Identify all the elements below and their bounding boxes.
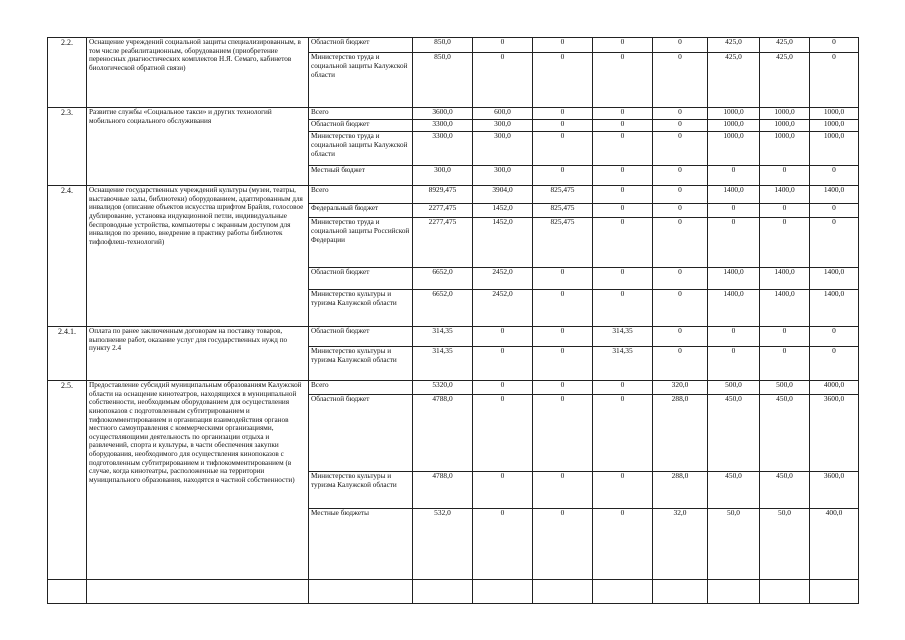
amount-cell: 1400,0 — [760, 186, 810, 204]
amount-cell: 0 — [653, 132, 708, 166]
amount-cell: 425,0 — [708, 38, 760, 53]
amount-cell: 0 — [593, 509, 653, 580]
amount-cell: 450,0 — [708, 395, 760, 472]
amount-cell: 6652,0 — [413, 268, 473, 290]
amount-cell: 0 — [593, 186, 653, 204]
amount-cell: 0 — [653, 38, 708, 53]
amount-cell: 3904,0 — [473, 186, 533, 204]
amount-cell: 0 — [473, 38, 533, 53]
amount-cell: 0 — [473, 53, 533, 108]
amount-cell: 0 — [760, 204, 810, 218]
amount-cell: 320,0 — [653, 381, 708, 395]
amount-cell: 0 — [593, 53, 653, 108]
amount-cell: 3600,0 — [810, 395, 859, 472]
table-row — [48, 186, 859, 204]
amount-cell: 0 — [810, 204, 859, 218]
empty-cell — [48, 580, 87, 604]
funding-source: Министерство труда и социальной защиты Калужской области — [309, 53, 413, 108]
amount-cell: 0 — [593, 132, 653, 166]
empty-cell — [708, 580, 760, 604]
empty-cell — [473, 580, 533, 604]
funding-source: Областной бюджет — [309, 38, 413, 53]
amount-cell: 1000,0 — [810, 132, 859, 166]
amount-cell: 0 — [473, 347, 533, 381]
amount-cell: 0 — [473, 327, 533, 347]
funding-source: Министерство культуры и туризма Калужской области — [309, 347, 413, 381]
budget-table — [47, 37, 859, 604]
empty-cell — [87, 580, 309, 604]
amount-cell: 0 — [760, 166, 810, 186]
funding-source: Министерство культуры и туризма Калужской области — [309, 472, 413, 509]
funding-source: Областной бюджет — [309, 268, 413, 290]
funding-source: Областной бюджет — [309, 327, 413, 347]
amount-cell: 0 — [533, 381, 593, 395]
amount-cell: 0 — [653, 53, 708, 108]
funding-source: Всего — [309, 108, 413, 120]
amount-cell: 0 — [593, 204, 653, 218]
empty-cell — [533, 580, 593, 604]
amount-cell: 288,0 — [653, 472, 708, 509]
empty-cell — [309, 580, 413, 604]
amount-cell: 0 — [708, 347, 760, 381]
amount-cell: 300,0 — [413, 166, 473, 186]
amount-cell: 314,35 — [413, 347, 473, 381]
amount-cell: 850,0 — [413, 53, 473, 108]
empty-cell — [760, 580, 810, 604]
amount-cell: 425,0 — [760, 53, 810, 108]
amount-cell: 0 — [810, 166, 859, 186]
funding-source: Всего — [309, 186, 413, 204]
amount-cell: 0 — [533, 347, 593, 381]
table-bottom-spacer — [48, 580, 859, 604]
amount-cell: 850,0 — [413, 38, 473, 53]
amount-cell: 2452,0 — [473, 268, 533, 290]
amount-cell: 425,0 — [760, 38, 810, 53]
item-code: 2.5. — [48, 381, 87, 580]
item-description: Предоставление субсидий муниципальным образованиям Калужской области на оснащение кинотеатров, находящихся в муниципальной собственности, необходимым оборудованием для осуществления кинопоказов с подготовленным субтитрированием и тифлокомментированием и организация взаимодействия органов местного самоуправления с коммерческими организациями, осуществляющими деятельность по организации отдыха и развлечений, спорта и культуры, в части обеспечения закупки оборудования, необходимого для осуществления кинопоказов с подготовленным субтитрированием и тифлокомментированием (в случае, когда кинотеатры, расположенные на территории муниципального образования, находятся в частной собственности) — [87, 381, 309, 580]
funding-source: Областной бюджет — [309, 395, 413, 472]
amount-cell: 0 — [593, 38, 653, 53]
table-body — [48, 38, 859, 580]
amount-cell: 1400,0 — [810, 290, 859, 327]
amount-cell: 0 — [533, 509, 593, 580]
amount-cell: 825,475 — [533, 218, 593, 268]
amount-cell: 0 — [533, 290, 593, 327]
amount-cell: 0 — [708, 218, 760, 268]
amount-cell: 0 — [810, 218, 859, 268]
table-row — [48, 327, 859, 347]
amount-cell: 3300,0 — [413, 132, 473, 166]
amount-cell: 1000,0 — [810, 120, 859, 132]
amount-cell: 0 — [653, 108, 708, 120]
amount-cell: 5320,0 — [413, 381, 473, 395]
amount-cell: 1000,0 — [810, 108, 859, 120]
item-description: Оснащение учреждений социальной защиты специализированным, в том числе реабилитационным, оборудованием (приобретение переносных диагностических комплектов Н.Я. Семаго, кабинетов биологической обратной связи) — [87, 38, 309, 108]
amount-cell: 825,475 — [533, 186, 593, 204]
amount-cell: 1000,0 — [708, 120, 760, 132]
amount-cell: 300,0 — [473, 166, 533, 186]
amount-cell: 0 — [533, 166, 593, 186]
amount-cell: 0 — [533, 395, 593, 472]
amount-cell: 0 — [708, 166, 760, 186]
amount-cell: 0 — [473, 509, 533, 580]
table-row — [48, 108, 859, 120]
amount-cell: 2277,475 — [413, 204, 473, 218]
amount-cell: 0 — [533, 327, 593, 347]
amount-cell: 825,475 — [533, 204, 593, 218]
amount-cell: 1400,0 — [708, 268, 760, 290]
amount-cell: 288,0 — [653, 395, 708, 472]
amount-cell: 1400,0 — [708, 186, 760, 204]
amount-cell: 0 — [810, 38, 859, 53]
amount-cell: 300,0 — [473, 132, 533, 166]
amount-cell: 2452,0 — [473, 290, 533, 327]
amount-cell: 450,0 — [708, 472, 760, 509]
amount-cell: 1000,0 — [708, 132, 760, 166]
amount-cell: 0 — [593, 268, 653, 290]
amount-cell: 0 — [473, 381, 533, 395]
amount-cell: 1000,0 — [708, 108, 760, 120]
amount-cell: 450,0 — [760, 395, 810, 472]
amount-cell: 6652,0 — [413, 290, 473, 327]
amount-cell: 0 — [533, 472, 593, 509]
amount-cell: 3300,0 — [413, 120, 473, 132]
amount-cell: 0 — [708, 204, 760, 218]
funding-source: Всего — [309, 381, 413, 395]
table-row — [48, 38, 859, 53]
amount-cell: 1452,0 — [473, 204, 533, 218]
amount-cell: 0 — [473, 472, 533, 509]
amount-cell: 0 — [760, 218, 810, 268]
funding-source: Местные бюджеты — [309, 509, 413, 580]
item-description: Оплата по ранее заключенным договорам на поставку товаров, выполнение работ, оказание услуг для государственных нужд по пункту 2.4 — [87, 327, 309, 381]
amount-cell: 0 — [653, 268, 708, 290]
amount-cell: 0 — [810, 347, 859, 381]
amount-cell: 2277,475 — [413, 218, 473, 268]
amount-cell: 0 — [708, 327, 760, 347]
empty-cell — [810, 580, 859, 604]
amount-cell: 1000,0 — [760, 120, 810, 132]
item-description: Развитие службы «Социальное такси» и других технологий мобильного социального обслуживания — [87, 108, 309, 186]
amount-cell: 0 — [473, 395, 533, 472]
amount-cell: 0 — [653, 166, 708, 186]
amount-cell: 0 — [593, 381, 653, 395]
amount-cell: 1452,0 — [473, 218, 533, 268]
funding-source: Федеральный бюджет — [309, 204, 413, 218]
table-row — [48, 381, 859, 395]
amount-cell: 600,0 — [473, 108, 533, 120]
amount-cell: 0 — [593, 395, 653, 472]
amount-cell: 0 — [760, 327, 810, 347]
item-code: 2.3. — [48, 108, 87, 186]
amount-cell: 0 — [533, 268, 593, 290]
amount-cell: 0 — [653, 204, 708, 218]
funding-source: Местный бюджет — [309, 166, 413, 186]
amount-cell: 4788,0 — [413, 395, 473, 472]
funding-source: Министерство труда и социальной защиты Калужской области — [309, 132, 413, 166]
amount-cell: 300,0 — [473, 120, 533, 132]
funding-source: Министерство труда и социальной защиты Российской Федерации — [309, 218, 413, 268]
amount-cell: 0 — [653, 327, 708, 347]
amount-cell: 4000,0 — [810, 381, 859, 395]
amount-cell: 0 — [593, 290, 653, 327]
amount-cell: 0 — [653, 347, 708, 381]
amount-cell: 400,0 — [810, 509, 859, 580]
amount-cell: 0 — [653, 186, 708, 204]
amount-cell: 0 — [760, 347, 810, 381]
empty-cell — [593, 580, 653, 604]
amount-cell: 0 — [653, 120, 708, 132]
funding-source: Областной бюджет — [309, 120, 413, 132]
amount-cell: 1400,0 — [810, 268, 859, 290]
amount-cell: 0 — [533, 132, 593, 166]
amount-cell: 314,35 — [593, 347, 653, 381]
amount-cell: 0 — [593, 108, 653, 120]
amount-cell: 0 — [593, 472, 653, 509]
amount-cell: 0 — [533, 38, 593, 53]
funding-source: Министерство культуры и туризма Калужской области — [309, 290, 413, 327]
amount-cell: 314,35 — [593, 327, 653, 347]
amount-cell: 0 — [810, 327, 859, 347]
amount-cell: 500,0 — [708, 381, 760, 395]
amount-cell: 3600,0 — [413, 108, 473, 120]
item-code: 2.4. — [48, 186, 87, 327]
amount-cell: 4788,0 — [413, 472, 473, 509]
amount-cell: 32,0 — [653, 509, 708, 580]
amount-cell: 500,0 — [760, 381, 810, 395]
empty-cell — [413, 580, 473, 604]
amount-cell: 1400,0 — [760, 268, 810, 290]
amount-cell: 50,0 — [760, 509, 810, 580]
amount-cell: 0 — [593, 166, 653, 186]
amount-cell: 50,0 — [708, 509, 760, 580]
item-description: Оснащение государственных учреждений культуры (музеи, театры, выставочные залы, библиотеки) оборудованием, адаптированным для инвалидов (описание объектов искусства шрифтом Брайля, голосовое дублирование, установка индукционной петли, индивидуальные беспроводные устройства, компьютеры с экранным доступом для инвалидов по зрению, внедрение в практику работы библиотек тифлофлеш-технологий) — [87, 186, 309, 327]
amount-cell: 0 — [593, 120, 653, 132]
amount-cell: 0 — [653, 218, 708, 268]
amount-cell: 0 — [653, 290, 708, 327]
amount-cell: 0 — [533, 108, 593, 120]
amount-cell: 0 — [533, 53, 593, 108]
amount-cell: 532,0 — [413, 509, 473, 580]
item-code: 2.2. — [48, 38, 87, 108]
amount-cell: 1000,0 — [760, 132, 810, 166]
amount-cell: 1400,0 — [708, 290, 760, 327]
amount-cell: 1400,0 — [810, 186, 859, 204]
amount-cell: 1000,0 — [760, 108, 810, 120]
amount-cell: 0 — [593, 218, 653, 268]
item-code: 2.4.1. — [48, 327, 87, 381]
amount-cell: 425,0 — [708, 53, 760, 108]
amount-cell: 0 — [533, 120, 593, 132]
amount-cell: 0 — [810, 53, 859, 108]
amount-cell: 3600,0 — [810, 472, 859, 509]
amount-cell: 450,0 — [760, 472, 810, 509]
empty-cell — [653, 580, 708, 604]
amount-cell: 8929,475 — [413, 186, 473, 204]
amount-cell: 1400,0 — [760, 290, 810, 327]
amount-cell: 314,35 — [413, 327, 473, 347]
